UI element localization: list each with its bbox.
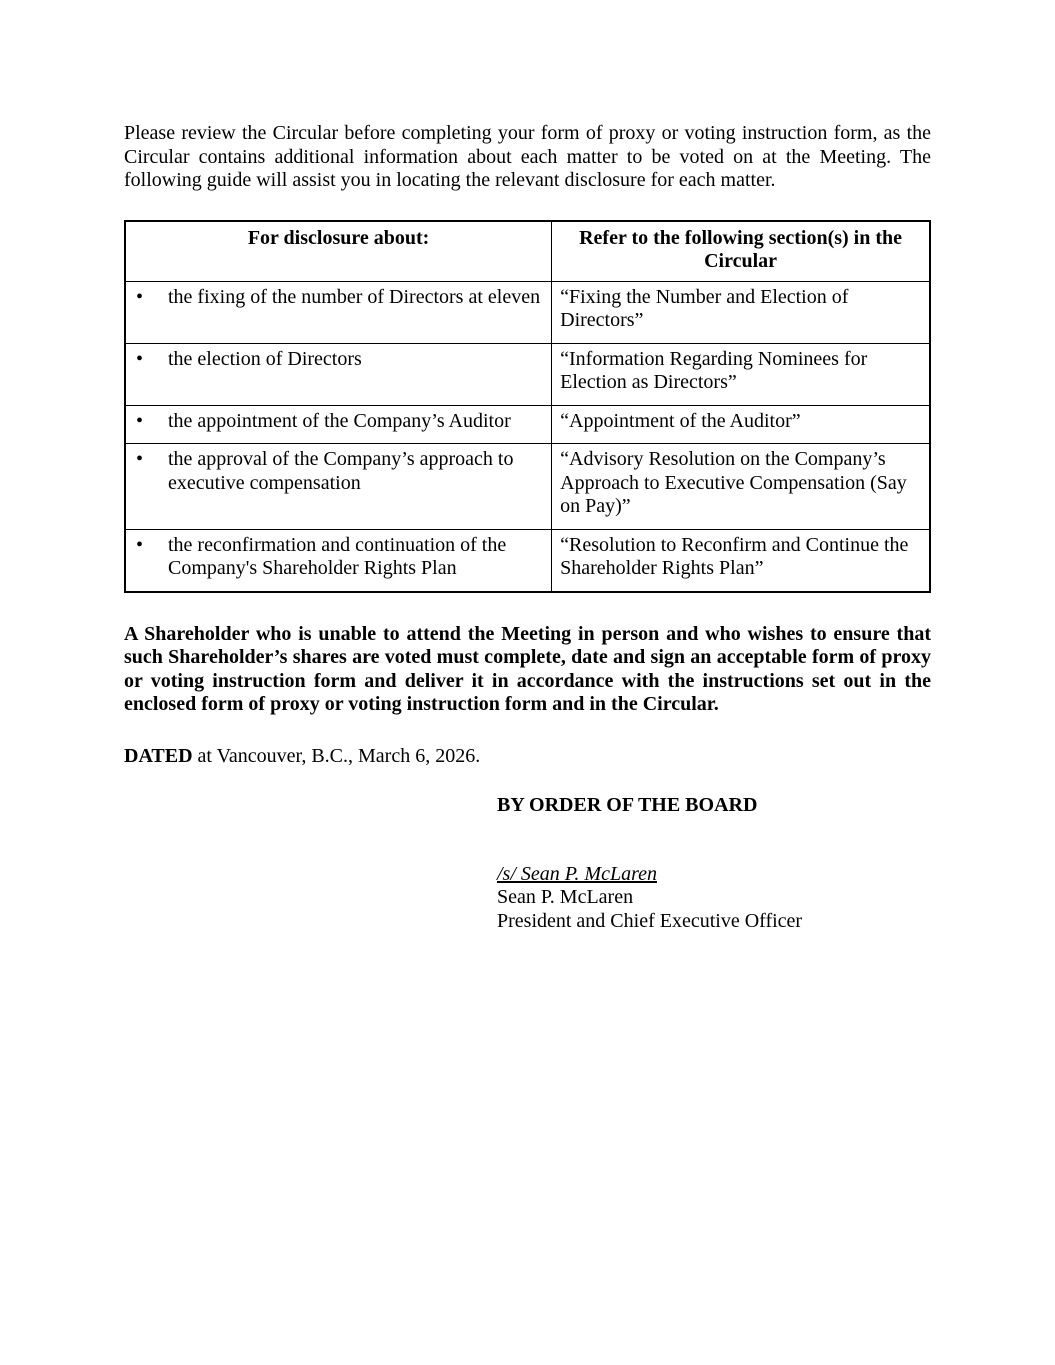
section-reference-cell: “Advisory Resolution on the Company’s Approach to Executive Compensation (Say on Pay)” — [552, 444, 930, 530]
table-row — [125, 281, 930, 343]
table-row — [125, 343, 930, 405]
disclosure-item-cell — [125, 281, 552, 343]
column-header-sections: Refer to the following section(s) in the Circular — [552, 221, 930, 282]
bullet-marker: • — [136, 409, 144, 432]
disclosure-item-text: the approval of the Company’s approach to executive compensation — [168, 448, 514, 494]
disclosure-item-cell — [125, 343, 552, 405]
column-header-disclosure: For disclosure about: — [125, 221, 552, 282]
disclosure-guide-table — [124, 220, 931, 593]
signer-title: President and Chief Executive Officer — [497, 909, 803, 932]
bullet-marker: • — [136, 285, 144, 308]
table-row — [125, 444, 930, 530]
dated-label: DATED — [124, 744, 193, 767]
disclosure-item-cell — [125, 444, 552, 530]
table-row — [125, 529, 930, 592]
bullet-marker: • — [136, 347, 144, 370]
section-reference-cell: “Appointment of the Auditor” — [552, 405, 930, 444]
section-reference-cell: “Information Regarding Nominees for Election as Directors” — [552, 343, 930, 405]
section-reference-cell: “Resolution to Reconfirm and Continue the Shareholder Rights Plan” — [552, 529, 930, 592]
shareholder-instruction-paragraph: A Shareholder who is unable to attend the Meeting in person and who wishes to ensure that such Shareholder’s shares are voted must complete, date and sign an acceptable form of proxy or voting instruction form and deliver it in accordance with the instructions set out in the enclosed form of proxy or voting instruction form and in the Circular. — [124, 622, 931, 715]
signature-line: /s/ Sean P. McLaren — [497, 862, 657, 885]
disclosure-item-text: the reconfirmation and continuation of the Company's Shareholder Rights Plan — [168, 533, 507, 579]
table-header-row — [125, 221, 930, 282]
dated-line — [124, 745, 931, 769]
signer-name: Sean P. McLaren — [497, 886, 634, 908]
disclosure-item-text: the fixing of the number of Directors at eleven — [168, 285, 541, 308]
intro-paragraph: Please review the Circular before completing your form of proxy or voting instruction form, as the Circular contains additional information about each matter to be voted on at the Meeting. The following guide will assist you in locating the relevant disclosure for each matter. — [124, 122, 931, 191]
bullet-marker: • — [136, 448, 144, 470]
bullet-marker: • — [136, 533, 144, 556]
disclosure-item-cell — [125, 529, 552, 592]
by-order-heading: BY ORDER OF THE BOARD — [497, 794, 758, 816]
disclosure-item-text: the appointment of the Company’s Auditor — [168, 409, 511, 432]
disclosure-item-cell — [125, 405, 552, 444]
disclosure-item-text: the election of Directors — [168, 347, 362, 370]
dated-text: at Vancouver, B.C., March 6, 2026. — [192, 744, 481, 767]
section-reference-cell: “Fixing the Number and Election of Directors” — [552, 281, 930, 343]
table-row — [125, 405, 930, 444]
signature-block — [497, 863, 931, 934]
